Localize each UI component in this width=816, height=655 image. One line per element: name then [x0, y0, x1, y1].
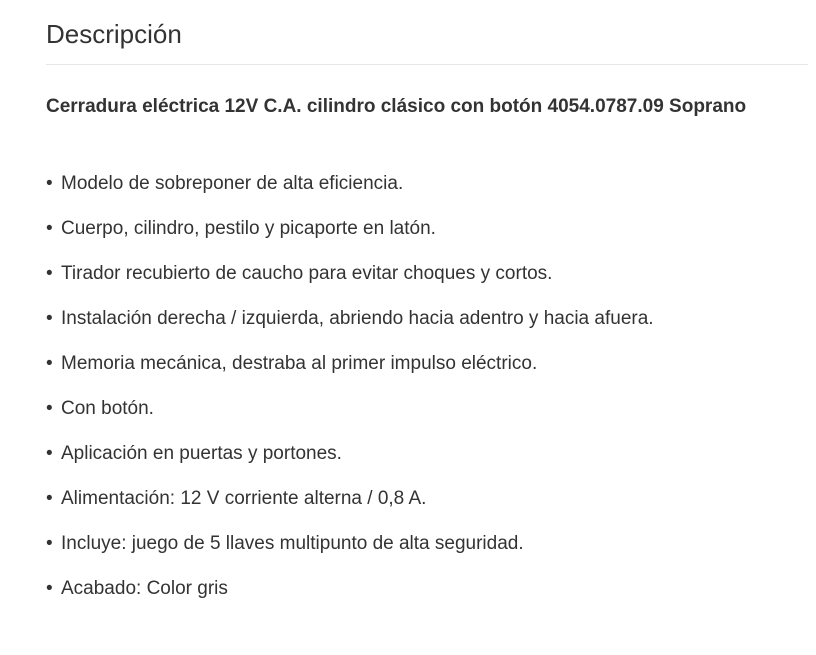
bullet-icon: • — [46, 173, 53, 194]
bullet-icon: • — [46, 533, 53, 554]
feature-item — [46, 566, 796, 611]
feature-text: Tirador recubierto de caucho para evitar choques y cortos. — [61, 263, 553, 284]
section-title: Descripción — [46, 19, 182, 49]
feature-item — [46, 296, 796, 341]
feature-item — [46, 251, 796, 296]
feature-item — [46, 161, 796, 206]
feature-text: Alimentación: 12 V corriente alterna / 0,8 A. — [61, 488, 427, 509]
bullet-icon: • — [46, 443, 53, 464]
feature-text: Incluye: juego de 5 llaves multipunto de alta seguridad. — [61, 533, 524, 554]
feature-text: Cuerpo, cilindro, pestilo y picaporte en latón. — [61, 218, 436, 239]
feature-text: Acabado: Color gris — [61, 578, 228, 599]
bullet-icon: • — [46, 578, 53, 599]
feature-item — [46, 206, 796, 251]
feature-text: Memoria mecánica, destraba al primer impulso eléctrico. — [61, 353, 538, 374]
bullet-icon: • — [46, 353, 53, 374]
feature-item — [46, 386, 796, 431]
bullet-icon: • — [46, 218, 53, 239]
feature-list — [46, 161, 796, 611]
feature-item — [46, 476, 796, 521]
bullet-icon: • — [46, 398, 53, 419]
feature-text: Aplicación en puertas y portones. — [61, 443, 342, 464]
bullet-icon: • — [46, 308, 53, 329]
bullet-icon: • — [46, 488, 53, 509]
feature-item — [46, 521, 796, 566]
feature-text: Instalación derecha / izquierda, abriendo hacia adentro y hacia afuera. — [61, 308, 654, 329]
section-divider — [46, 64, 808, 65]
feature-text: Modelo de sobreponer de alta eficiencia. — [61, 173, 404, 194]
feature-item — [46, 431, 796, 476]
feature-item — [46, 341, 796, 386]
bullet-icon: • — [46, 263, 53, 284]
feature-text: Con botón. — [61, 398, 154, 419]
product-title: Cerradura eléctrica 12V C.A. cilindro clásico con botón 4054.0787.09 Soprano — [46, 96, 747, 117]
